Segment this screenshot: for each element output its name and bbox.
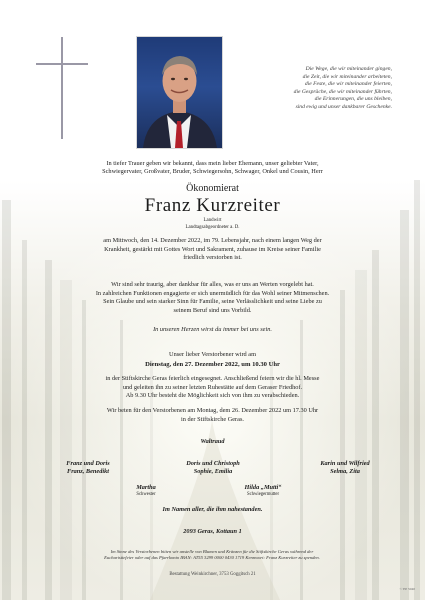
donation-line: Im Sinne des Verstorbenen bitten wir anstelle von Blumen und Kränzen für die Stiftskirche Geras während der xyxy=(110,549,314,554)
sister-name: Martha xyxy=(136,484,156,491)
prayer-line: Wir beten für den Verstorbenen am Montag, dem 26. Dezember 2022 um 17.30 Uhr xyxy=(106,407,319,414)
gratitude-line: Sein Glaube und sein starker Sinn für Familie, seine Verlässlichkeit und seine Liebe zu xyxy=(103,298,322,305)
sister-relation: Schwester xyxy=(136,492,156,498)
family-line: Doris und Christoph xyxy=(186,460,240,467)
service-intro: Unser lieber Verstorbener wird am xyxy=(169,351,256,358)
prayer-line: in der Stiftskirche Geras. xyxy=(181,415,244,423)
hearts-quote: In unseren Herzen wirst du immer bei uns sein. xyxy=(153,326,272,333)
mother-in-law-name: Hilda „Mutti“ xyxy=(244,484,282,491)
former-office: Landtagsabgeordneter a. D. xyxy=(185,225,240,230)
family-line: Sophie, Emilia xyxy=(193,468,233,476)
prayer-details xyxy=(40,407,385,424)
profession: Landwirt xyxy=(203,218,222,223)
spouse-name: Waltraud xyxy=(200,438,225,445)
undertaker-info: Bestattung Weinkirchner, 3753 Goggitsch 21 xyxy=(169,572,256,577)
intro-text xyxy=(40,160,385,177)
cross-icon-bar xyxy=(36,63,88,65)
mass-line: und geleiten ihn zu seiner letzten Ruhestätte auf dem Geraser Friedhof. xyxy=(122,383,303,391)
sister-entry xyxy=(116,484,176,498)
gratitude-line: seinem Beruf sind uns Vorbild. xyxy=(173,306,252,314)
family-address: 2093 Geras, Kottaun 1 xyxy=(183,528,242,535)
family-line: Selma, Zita xyxy=(330,468,360,476)
honorific-title: Ökonomierat xyxy=(186,183,239,194)
cross-icon xyxy=(61,37,63,139)
mass-line: in der Stiftskirche Geras feierlich eingesegnet. Anschließend feiern wir die hl. Messe xyxy=(105,375,320,382)
death-notice xyxy=(40,237,385,263)
mass-line: Ab 9.30 Uhr besteht die Möglichkeit sich von ihm zu verabschieden. xyxy=(125,392,300,399)
gratitude-line: Wir sind sehr traurig, aber dankbar für alles, was er uns an Werten vorgelebt hat. xyxy=(111,281,314,288)
death-line: Krankheit, gestärkt mit Gottes Wort und Sakrament, zuhause im Kreise seiner Familie xyxy=(104,245,321,253)
deceased-name: Franz Kurzreiter xyxy=(144,195,281,216)
poem-line: Die Wege, die wir miteinander gingen, xyxy=(305,66,392,72)
family-line: Franz und Doris xyxy=(66,460,110,467)
death-line: friedlich verstorben ist. xyxy=(183,254,242,261)
intro-line: Schwiegervater, Großvater, Bruder, Schwiegersohn, Schwager, Onkel und Cousin, Herr xyxy=(102,168,323,176)
portrait-photo xyxy=(137,37,222,148)
on-behalf-line: Im Namen aller, die ihm nahestanden. xyxy=(162,506,263,513)
mass-details xyxy=(40,375,385,401)
death-line: am Mittwoch, den 14. Dezember 2022, im 79. Lebensjahr, nach einem langen Weg der xyxy=(103,237,322,244)
print-code: © EP 5040 xyxy=(399,587,415,591)
family-group xyxy=(300,460,390,477)
intro-line: In tiefer Trauer geben wir bekannt, dass mein lieber Ehemann, unser geliebter Vater, xyxy=(106,160,319,167)
poem-line: die Feste, die wir miteinander feierten, xyxy=(304,81,392,88)
donation-note xyxy=(62,549,362,561)
poem xyxy=(232,66,392,112)
poem-line: sind ewig und unser dankbarer Geschenke. xyxy=(295,103,392,110)
donation-line: Eucharistiefeier oder auf das Pfarrkonto IBAN: AT55 3299 0000 0430 1719 Kennwort: Franz Kurzreiter zu spenden. xyxy=(104,555,320,560)
poem-line: die Erinnerungen, die uns bleiben, xyxy=(314,96,392,103)
family-group xyxy=(173,460,253,477)
poem-line: die Gespräche, die wir miteinander führten, xyxy=(293,88,392,95)
mother-in-law-relation: Schwiegermutter xyxy=(246,492,280,498)
poem-line: die Zeit, die wir miteinander arbeiteten, xyxy=(302,73,392,80)
service-date: Dienstag, den 27. Dezember 2022, um 10.30 Uhr xyxy=(145,361,280,368)
family-group xyxy=(48,460,128,477)
family-line: Karin und Wilfried xyxy=(320,460,370,467)
gratitude-line: In zahlreichen Funktionen engagierte er sich unermüdlich für das Wohl seiner Mitmenschen. xyxy=(95,289,330,297)
family-line: Franz, Benedikt xyxy=(67,468,109,476)
mother-in-law-entry xyxy=(228,484,298,498)
gratitude-text xyxy=(40,281,385,315)
